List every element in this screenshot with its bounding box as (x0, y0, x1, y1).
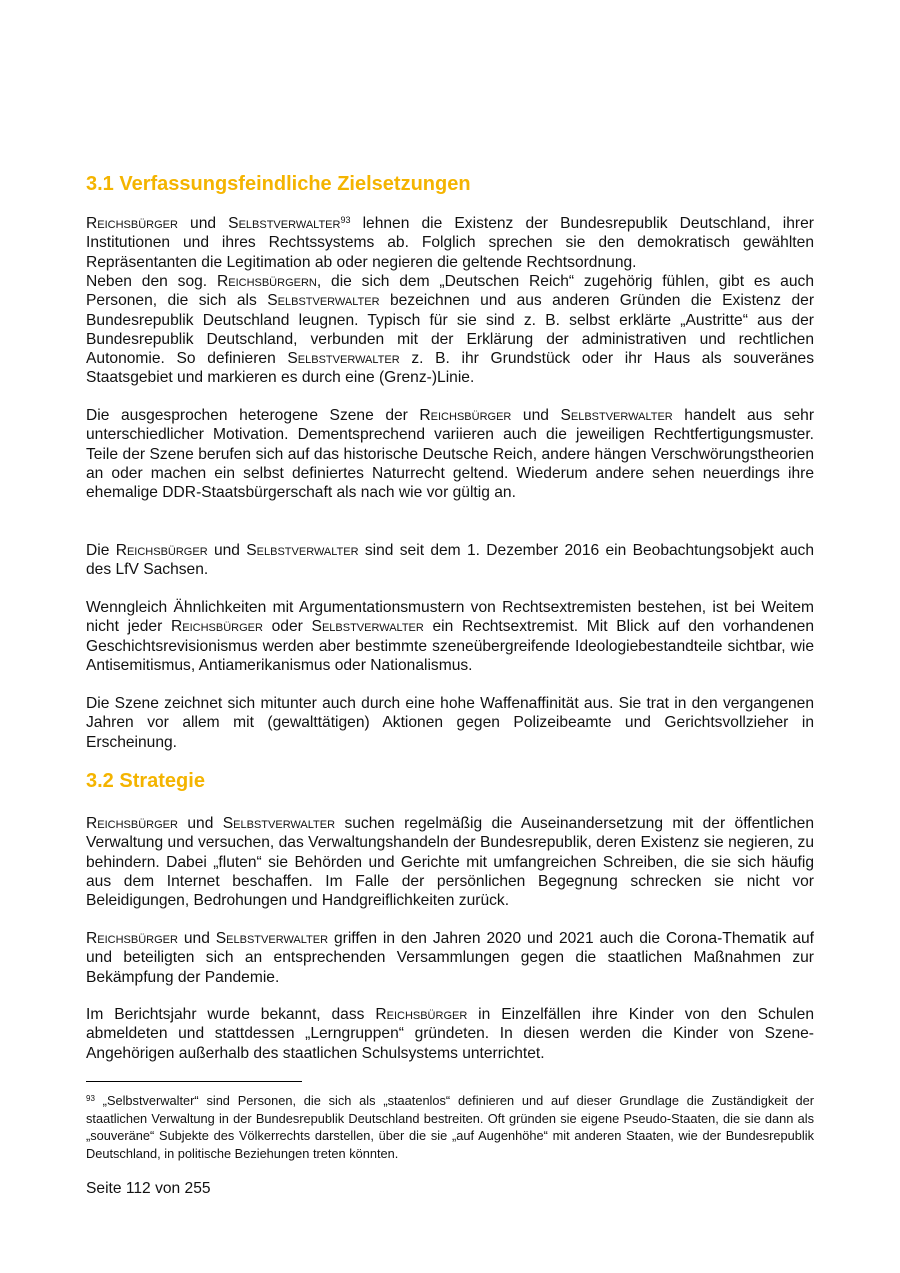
footnote-reference[interactable]: 93 (340, 215, 351, 225)
term-reichsbuerger: Reichsbürgern (216, 273, 317, 290)
section-heading-3-1: 3.1 Verfassungsfeindliche Zielsetzungen (86, 173, 471, 195)
paragraph: Reichsbürger und Selbstverwalter suchen regelmäßig die Auseinandersetzung mit der öffentlichen Verwaltung und versuchen, das Verwaltungshandeln der Bundesrepublik, deren Existenz sie negieren, zu behindern. Dabei „fluten“ sie Behörden und Gerichte mit umfangreichen Schreiben, die sie sich häufig aus dem Internet beschaffen. Im Falle der persönlichen Begegnung schrecken sie nicht vor Beleidigungen, Bedrohungen und Handgreiflichkeiten zurück. (86, 815, 814, 910)
term-selbstverwalter: Selbstverwalter (267, 292, 380, 310)
page-number: Seite 112 von 255 (86, 1180, 211, 1197)
footnote-text: „Selbstverwalter“ sind Personen, die sich als „staatenlos“ definieren und auf dieser Grundlage die Zuständigkeit der staatlichen Verwaltung in der Bundesrepublik Deutschland bestreiten. Oft gründen sie eigene Pseudo-Staaten, die sie dann als „souveräne“ Subjekte des Völkerrechts darstellen, über die sie „auf Augenhöhe“ mit anderen Staaten, wie der Bundesrepublik Deutschland, in politische Beziehungen treten könnten. (86, 1093, 814, 1161)
paragraph: Reichsbürger und Selbstverwalter$^{93}$ lehnen die Existenz der Bundesrepublik Deutschland, ihrer Institutionen und ihres Rechtssystems ab. Folglich sprechen sie den demokratisch gewählten Repräsentanten die Legitimation ab oder negieren die geltende Rechtsordnung. (86, 215, 814, 271)
term-reichsbuerger: Reichsbürger (375, 1006, 468, 1023)
term-selbstverwalter: Selbstverwalter (311, 618, 424, 636)
paragraph: Im Berichtsjahr wurde bekannt, dass Reichsbürger in Einzelfällen ihre Kinder von den Schulen abmeldeten und stattdessen „Lerngruppen“ gründeten. In diesen werden die Kinder von Szene-Angehörigen außerhalb des staatlichen Schulsystems unterrichtet. (86, 1006, 814, 1062)
term-reichsbuerger: Reichsbürger (86, 815, 178, 832)
footnote (86, 1092, 814, 1162)
term-reichsbuerger: Reichsbürger (171, 618, 263, 636)
paragraph: Reichsbürger und Selbstverwalter griffen in den Jahren 2020 und 2021 auch die Corona-Thematik auf und beteiligten sich an entsprechenden Versammlungen gegen die staatlichen Maßnahmen zur Bekämpfung der Pandemie. (86, 930, 815, 986)
paragraph: Neben den sog. Reichsbürgern, die sich dem „Deutschen Reich“ zugehörig fühlen, gibt es auch Personen, die sich als Selbstverwalter bezeichnen und aus anderen Gründen die Existenz der Bundesrepublik Deutschland leugnen. Typisch für sie sind z. B. selbst erklärte „Austritte“ aus der Bundesrepublik Deutschland, verbunden mit der Erklärung der administrativen und rechtlichen Autonomie. So definieren Selbstverwalter z. B. ihr Grundstück oder ihr Haus als souveränes Staatsgebiet und markieren es durch eine (Grenz-)Linie. (86, 273, 815, 387)
term-selbstverwalter: Selbstverwalter (215, 930, 329, 947)
term-selbstverwalter: Selbstverwalter (228, 215, 341, 232)
term-reichsbuerger: Reichsbürger (419, 407, 512, 424)
term-selbstverwalter: Selbstverwalter (560, 407, 673, 424)
term-reichsbuerger: Reichsbürger (115, 542, 208, 559)
paragraph: Die Szene zeichnet sich mitunter auch durch eine hohe Waffenaffinität aus. Sie trat in den vergangenen Jahren vor allem mit (gewalttätigen) Aktionen gegen Polizeibeamte und Gerichtsvollzieher in Erscheinung. (86, 695, 814, 751)
paragraph: Die ausgesprochen heterogene Szene der Reichsbürger und Selbstverwalter handelt aus sehr unterschiedlicher Motivation. Dementsprechend variieren auch die jeweiligen Rechtfertigungsmuster. Teile der Szene berufen sich auf das historische Deutsche Reich, andere hängen Verschwörungstheorien an oder machen ein selbst definiertes Naturrecht geltend. Wiederum andere sehen neuerdings ihre ehemalige DDR-Staatsbürgerschaft als nach wie vor gültig an. (86, 407, 815, 502)
term-reichsbuerger: Reichsbürger (86, 215, 178, 232)
footnote-separator (86, 1081, 302, 1082)
paragraph: Die Reichsbürger und Selbstverwalter sind seit dem 1. Dezember 2016 ein Beobachtungsobjekt auch des LfV Sachsen. (86, 542, 815, 579)
footnote-number: 93 (86, 1094, 95, 1103)
term-reichsbuerger: Reichsbürger (86, 930, 178, 947)
paragraph: Wenngleich Ähnlichkeiten mit Argumentationsmustern von Rechtsextremisten bestehen, ist bei Weitem nicht jeder Reichsbürger oder Selbstverwalter ein Rechtsextremist. Mit Blick auf den vorhandenen Geschichtsrevisionismus werden aber bestimmte szeneübergreifende Ideologiebestandteile sichtbar, wie Antisemitismus, Antiamerikanismus oder Nationalismus. (86, 599, 815, 674)
term-selbstverwalter: Selbstverwalter (222, 815, 336, 832)
term-selbstverwalter: Selbstverwalter (246, 542, 359, 559)
section-heading-3-2: 3.2 Strategie (86, 770, 205, 792)
term-selbstverwalter: Selbstverwalter (287, 350, 400, 368)
